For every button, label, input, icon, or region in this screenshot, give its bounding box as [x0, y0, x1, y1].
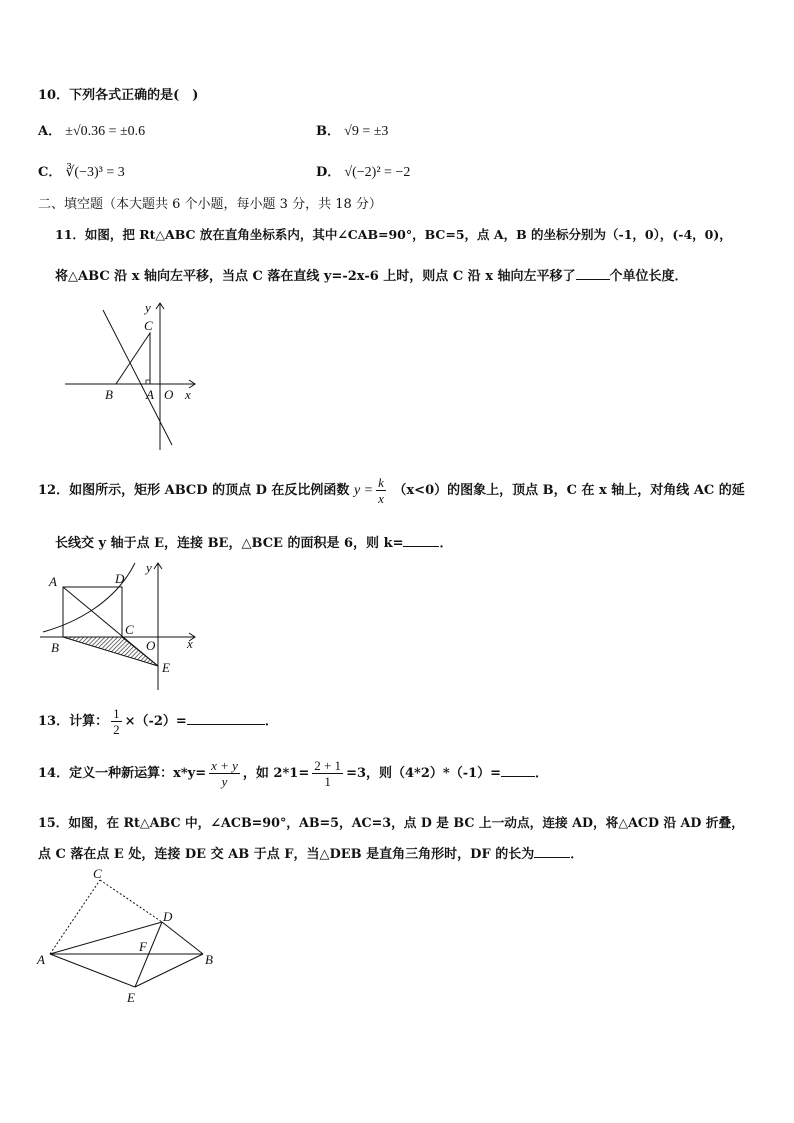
section-title: 二、填空题（本大题共 6 个小题，每小题 3 分，共 18 分）	[38, 197, 382, 212]
q12-label-d: D	[115, 571, 125, 586]
q12-line2-text: 长线交 y 轴于点 E，连接 BE，△BCE 的面积是 6，则 k=	[55, 536, 404, 551]
q14-frac2-den: 1	[324, 774, 331, 789]
q14-frac1-den: y	[221, 774, 228, 789]
q10-option-a-label: A．	[38, 124, 62, 139]
q12-label-o: O	[146, 638, 156, 653]
q15-label-a: A	[37, 952, 45, 967]
q11-line2	[55, 265, 688, 284]
q15-label-b: B	[205, 952, 213, 967]
q15-line-db	[162, 922, 203, 954]
q12-line2	[55, 532, 452, 551]
q14-fraction-1	[209, 758, 240, 789]
q14-rest: =3，则（4*2）*（-1）=	[346, 766, 502, 781]
q10-option-b-label: B．	[316, 124, 340, 139]
q10-stem: 10．下列各式正确的是( )	[38, 88, 199, 103]
q15-line-ac	[50, 880, 100, 954]
q15-line1: 15．如图，在 Rt△ABC 中，∠ACB=90°，AB=5，AC=3，点 D 是 BC 上一动点，连接 AD，将△ACD 沿 AD 折叠，	[38, 815, 744, 830]
q14-frac2-num: 2 + 1	[314, 758, 342, 773]
q15-label-e: E	[127, 990, 135, 1005]
q10-option-c-expr: ∛(−3)³ = 3	[65, 165, 125, 180]
q12-y-eq: y =	[353, 483, 374, 498]
q10-option-a	[38, 120, 145, 140]
q12-label-a: A	[49, 574, 57, 589]
q12-label-c: C	[125, 622, 134, 637]
q11-line1: 11．如图，把 Rt△ABC 放在直角坐标系内，其中∠CAB=90°，BC=5，点 A，B 的坐标分别为（-1，0），(-4，0)，	[55, 227, 732, 242]
q11-label-x: x	[185, 387, 191, 402]
q12-answer-blank	[403, 546, 439, 547]
q12-label-e: E	[162, 660, 170, 675]
q12-label-y: y	[146, 560, 152, 575]
q14-answer-blank	[501, 776, 535, 777]
q13-fraction	[111, 706, 122, 737]
q12-figure	[35, 558, 205, 693]
q15-line2-text: 点 C 落在点 E 处，连接 DE 交 AB 于点 F，当△DEB 是直角三角形时，DF 的长为	[38, 847, 535, 862]
q15-answer-blank	[534, 857, 570, 858]
q12-line1-a: 12．如图所示，矩形 ABCD 的顶点 D 在反比例函数	[38, 483, 350, 498]
q11-label-a: A	[146, 387, 154, 402]
q10-option-a-expr: ±√0.36 = ±0.6	[65, 124, 146, 139]
q10-option-c-label: C．	[38, 165, 62, 180]
q13-end: ．	[264, 714, 278, 729]
q11-answer-blank	[576, 279, 610, 280]
q11-line2-text: 将△ABC 沿 x 轴向左平移，当点 C 落在直线 y=-2x-6 上时，则点 C 沿 x 轴向左平移了	[55, 269, 576, 284]
q13-frac-num: 1	[113, 706, 120, 721]
q12-label-b: B	[51, 640, 59, 655]
q11-label-o: O	[164, 387, 174, 402]
q14-frac1-num: x + y	[211, 758, 238, 773]
q13	[38, 702, 278, 742]
q15-label-d: D	[163, 909, 173, 924]
q12-line1-b: （x<0）的图象上，顶点 B，C 在 x 轴上，对角线 AC 的延	[393, 483, 745, 498]
q13-prefix: 13．计算：	[38, 714, 109, 729]
q15-label-f: F	[139, 939, 147, 954]
q14-end: ．	[535, 766, 549, 781]
q15-figure	[35, 865, 220, 1010]
q10-option-d-label: D．	[316, 165, 341, 180]
q12-line2-end: ．	[439, 536, 453, 551]
q15-line-cd	[100, 880, 162, 922]
q12-line1	[38, 470, 745, 512]
q10-option-b	[316, 120, 388, 140]
q11-figure	[55, 295, 205, 455]
q15-line-eb	[135, 954, 203, 987]
q11-line	[103, 310, 172, 445]
q14-mid: ，如 2*1=	[242, 766, 310, 781]
q15-label-c: C	[93, 866, 102, 881]
q11-triangle-abc	[116, 333, 150, 384]
q13-frac-den: 2	[113, 722, 120, 737]
q13-rest: ×（-2）=	[124, 714, 187, 729]
q11-label-y: y	[145, 300, 151, 315]
q15-line2-end: ．	[570, 847, 584, 862]
q11-right-angle	[146, 380, 150, 384]
q14	[38, 752, 548, 796]
q14-prefix: 14．定义一种新运算：x*y=	[38, 766, 207, 781]
q15-line-ae	[50, 954, 135, 987]
q12-label-x: x	[187, 636, 193, 651]
q11-label-c: C	[144, 318, 153, 333]
q10-option-d	[316, 161, 410, 181]
q12-triangle-bce	[63, 637, 158, 666]
q12-frac-den: x	[378, 491, 384, 506]
q14-fraction-2	[312, 758, 343, 789]
q13-answer-blank	[187, 724, 265, 725]
q11-line2-end: 个单位长度．	[609, 269, 688, 284]
q10-option-c	[38, 161, 125, 181]
q10-option-b-expr: √9 = ±3	[344, 124, 389, 139]
q11-label-b: B	[105, 387, 113, 402]
q15-line2	[38, 843, 583, 862]
q12-fraction	[376, 475, 386, 506]
q10-option-d-expr: √(−2)² = −2	[344, 165, 411, 180]
q12-frac-num: k	[378, 475, 384, 490]
